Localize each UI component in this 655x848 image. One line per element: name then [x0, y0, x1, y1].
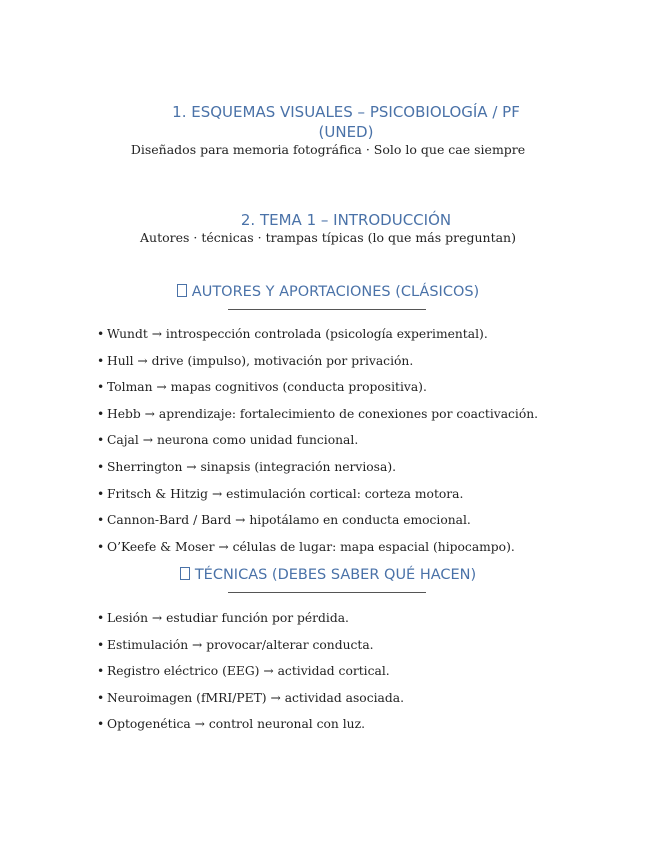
list-item: • Registro eléctrico (EEG) → actividad cortical. — [97, 664, 390, 679]
autores-heading — [130, 283, 526, 301]
autores-list — [97, 321, 538, 560]
list-item: • Wundt → introspección controlada (psicología experimental). — [97, 327, 488, 341]
list-item: • Cannon-Bard / Bard → hipotálamo en conducta emocional. — [97, 513, 471, 528]
tema-title: 2. TEMA 1 – INTRODUCCIÓN — [240, 211, 452, 229]
list-item: • Neuroimagen (fMRI/PET) → actividad asociada. — [97, 690, 404, 705]
tecnicas-heading-text: TÉCNICAS (DEBES SABER QUÉ HACEN) — [194, 567, 477, 583]
autores-heading-text: AUTORES Y APORTACIONES (CLÁSICOS) — [191, 284, 480, 300]
main-title — [120, 102, 572, 142]
tecnicas-heading — [130, 566, 526, 584]
list-item: • Tolman → mapas cognitivos (conducta propositiva). — [97, 380, 427, 395]
list-item: • Hebb → aprendizaje: fortalecimiento de conexiones por coactivación. — [97, 406, 539, 421]
list-item: • Lesión → estudiar función por pérdida. — [97, 611, 349, 625]
list-item: • Sherrington → sinapsis (integración nerviosa). — [97, 459, 397, 474]
list-item: • Hull → drive (impulso), motivación por privación. — [97, 353, 414, 368]
list-item: • Fritsch & Hitzig → estimulación cortical: corteza motora. — [97, 486, 464, 501]
tecnicas-divider — [228, 592, 426, 593]
main-subtitle: Diseñados para memoria fotográfica · Solo lo que cae siempre — [130, 142, 526, 157]
main-title-line2: (UNED) — [318, 123, 374, 141]
list-item: • O’Keefe & Moser → células de lugar: mapa espacial (hipocampo). — [97, 539, 515, 554]
main-title-line1: 1. ESQUEMAS VISUALES – PSICOBIOLOGÍA / PF — [172, 103, 520, 121]
box-icon — [180, 567, 190, 580]
box-icon — [177, 284, 187, 297]
list-item: • Estimulación → provocar/alterar conducta. — [97, 637, 374, 652]
list-item: • Optogenética → control neuronal con luz. — [97, 717, 365, 732]
tecnicas-list — [97, 605, 404, 738]
tema-subtitle: Autores · técnicas · trampas típicas (lo que más preguntan) — [140, 230, 516, 245]
list-item: • Cajal → neurona como unidad funcional. — [97, 433, 359, 448]
autores-divider — [228, 309, 426, 310]
